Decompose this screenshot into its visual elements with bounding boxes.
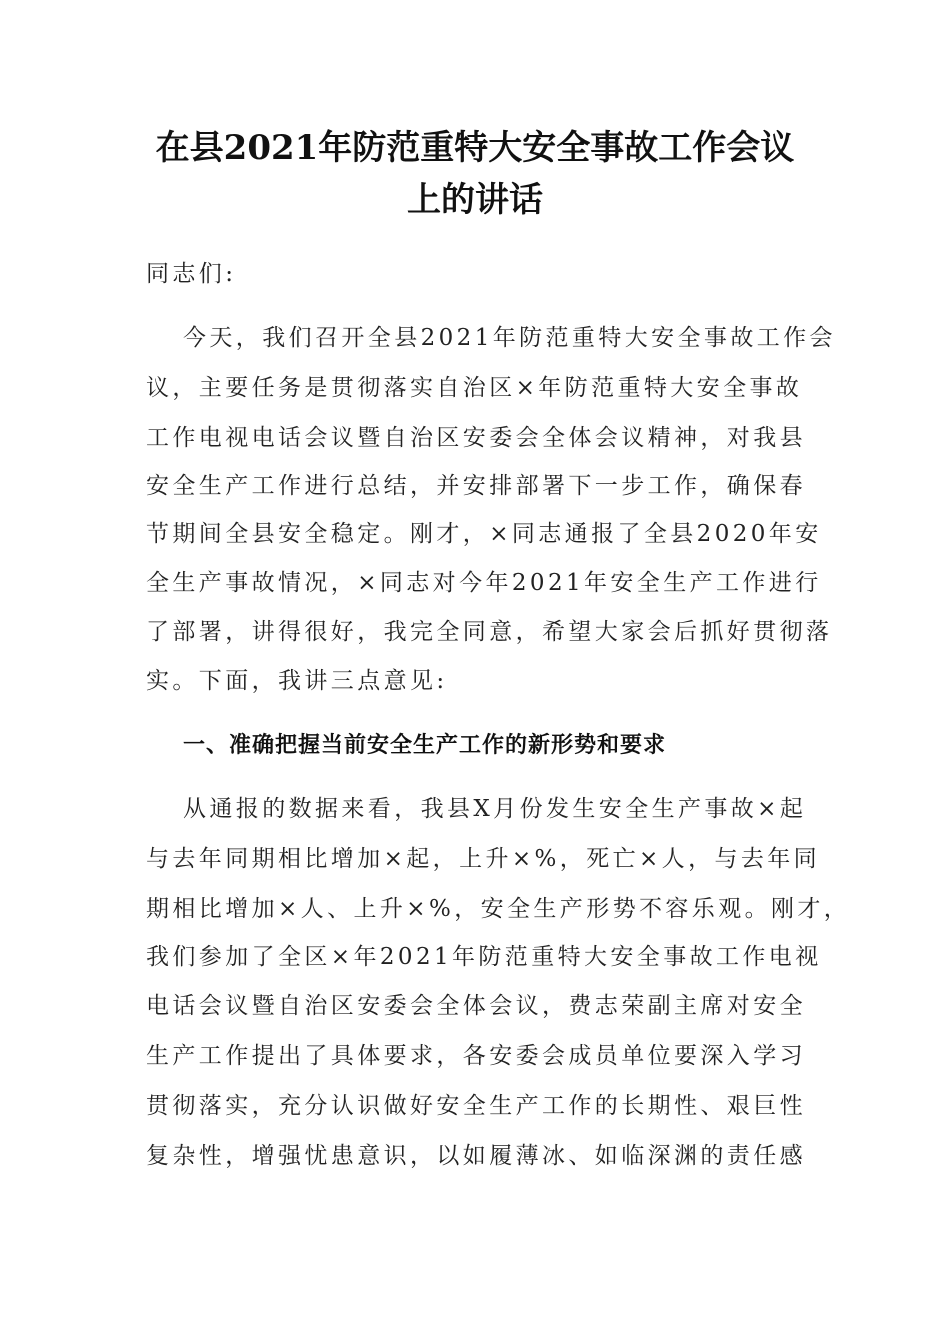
paragraph-line: 今天，我们召开全县2021年防范重特大安全事故工作会 (183, 325, 836, 351)
title-line-2: 上的讲话 (407, 180, 543, 220)
title-line-1: 在县2021年防范重特大安全事故工作会议 (155, 128, 795, 168)
paragraph-line: 全生产事故情况，×同志对今年2021年安全生产工作进行 (146, 570, 822, 596)
paragraph-line: 工作电视电话会议暨自治区安委会全体会议精神，对我县 (146, 425, 806, 451)
paragraph-line: 了部署，讲得很好，我完全同意，希望大家会后抓好贯彻落 (146, 619, 833, 645)
paragraph-line: 电话会议暨自治区安委会全体会议，费志荣副主席对安全 (146, 993, 806, 1019)
paragraph-line: 复杂性，增强忧患意识，以如履薄冰、如临深渊的责任感 (146, 1143, 806, 1169)
paragraph-line: 贯彻落实，充分认识做好安全生产工作的长期性、艰巨性 (146, 1093, 806, 1119)
paragraph-line: 生产工作提出了具体要求，各安委会成员单位要深入学习 (146, 1043, 806, 1069)
paragraph-line: 议，主要任务是贯彻落实自治区×年防范重特大安全事故 (146, 375, 803, 401)
paragraph-line: 与去年同期相比增加×起，上升×%，死亡×人，与去年同 (146, 846, 821, 872)
paragraph-line: 我们参加了全区×年2021年防范重特大安全事故工作电视 (146, 944, 822, 970)
salutation: 同志们: (146, 261, 237, 287)
section-heading: 一、准确把握当前安全生产工作的新形势和要求 (183, 733, 667, 758)
paragraph-line: 安全生产工作进行总结，并安排部署下一步工作，确保春 (146, 473, 806, 499)
paragraph-line: 实。下面，我讲三点意见: (146, 668, 448, 694)
document-title (120, 122, 830, 226)
paragraph-line: 期相比增加×人、上升×%，安全生产形势不容乐观。刚才， (146, 896, 851, 922)
paragraph-line: 节期间全县安全稳定。刚才，×同志通报了全县2020年安 (146, 521, 822, 547)
paragraph-line: 从通报的数据来看，我县X月份发生安全生产事故×起 (183, 796, 807, 822)
